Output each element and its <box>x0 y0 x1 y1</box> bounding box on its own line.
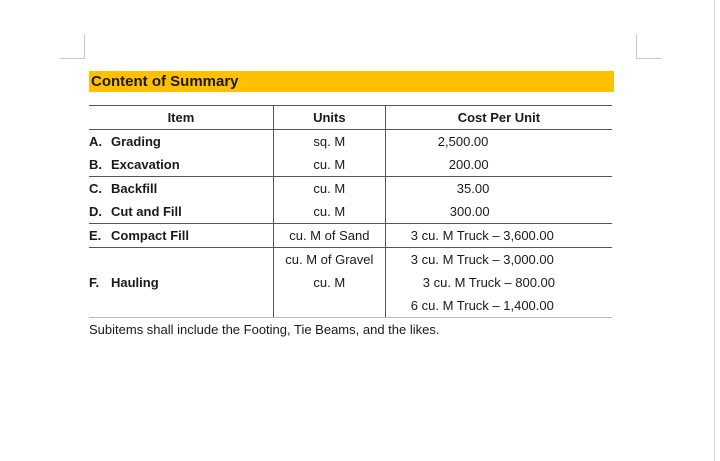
cost-value: 3 cu. M Truck – 800.00 <box>422 275 556 290</box>
cost-value: 35.00 <box>456 181 490 196</box>
table-header-row <box>89 106 612 130</box>
table-row <box>89 153 612 177</box>
unit-cell: sq. M <box>273 130 385 154</box>
cost-cell <box>385 177 612 201</box>
footnote: Subitems shall include the Footing, Tie Beams, and the likes. <box>89 322 440 337</box>
item-name: Backfill <box>111 181 158 196</box>
item-cell-hauling <box>89 248 273 318</box>
unit-cell: cu. M <box>273 153 385 177</box>
cost-value: 3 cu. M Truck – 3,000.00 <box>410 252 554 267</box>
item-cell <box>89 177 273 201</box>
item-cell <box>89 224 273 248</box>
item-cell <box>89 130 273 154</box>
cost-cell <box>385 248 612 272</box>
section-heading: Content of Summary <box>89 71 614 92</box>
item-cell <box>89 153 273 177</box>
cost-value: 3 cu. M Truck – 3,600.00 <box>410 228 554 243</box>
crop-mark-top-right-horizontal <box>636 58 661 59</box>
table-row <box>89 177 612 201</box>
unit-cell: cu. M of Sand <box>273 224 385 248</box>
cost-value: 2,500.00 <box>437 134 489 149</box>
table-row <box>89 200 612 224</box>
cost-cell <box>385 130 612 154</box>
summary-table <box>89 105 612 318</box>
header-cost: Cost Per Unit <box>385 106 612 130</box>
cost-cell <box>385 294 612 318</box>
crop-mark-top-right-vertical <box>636 34 637 59</box>
item-name: Compact Fill <box>111 228 190 243</box>
cost-cell <box>385 153 612 177</box>
cost-cell <box>385 200 612 224</box>
cost-value: 200.00 <box>448 157 489 172</box>
item-letter: D. <box>89 204 102 219</box>
item-letter: C. <box>89 181 102 196</box>
unit-cell <box>273 294 385 318</box>
cost-value: 6 cu. M Truck – 1,400.00 <box>410 298 554 313</box>
cost-cell <box>385 224 612 248</box>
item-name: Cut and Fill <box>111 204 182 219</box>
crop-mark-top-left-horizontal <box>60 58 85 59</box>
unit-cell: cu. M <box>273 200 385 224</box>
cost-value: 300.00 <box>449 204 490 219</box>
item-letter: E. <box>89 228 102 243</box>
item-letter: A. <box>89 134 102 149</box>
table-row <box>89 248 612 272</box>
crop-mark-top-left-vertical <box>84 34 85 59</box>
unit-cell: cu. M <box>273 177 385 201</box>
item-cell <box>89 200 273 224</box>
page-edge <box>714 0 715 461</box>
item-name: Grading <box>111 134 161 149</box>
item-name: Excavation <box>111 157 180 172</box>
unit-cell: cu. M <box>273 271 385 294</box>
item-letter: F. <box>89 275 100 290</box>
unit-cell: cu. M of Gravel <box>273 248 385 272</box>
item-name: Hauling <box>111 275 159 290</box>
header-units: Units <box>273 106 385 130</box>
cost-cell <box>385 271 612 294</box>
header-item: Item <box>89 106 273 130</box>
table-row <box>89 224 612 248</box>
table-row <box>89 130 612 154</box>
item-letter: B. <box>89 157 102 172</box>
